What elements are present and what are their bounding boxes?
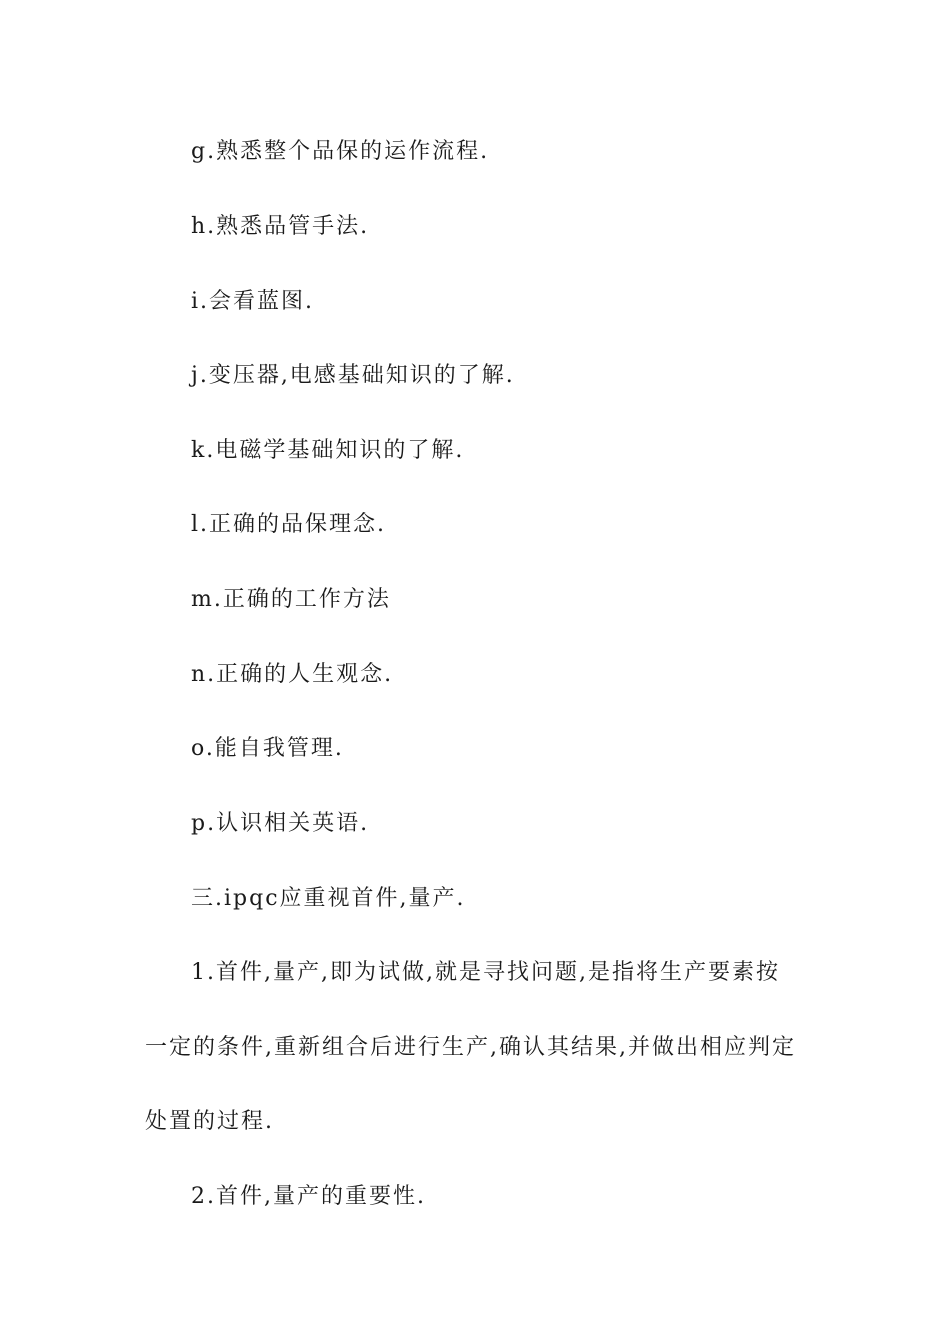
list-item-l: l.正确的品保理念. xyxy=(191,512,387,537)
list-item-g: g.熟悉整个品保的运作流程. xyxy=(191,139,490,164)
list-item-n: n.正确的人生观念. xyxy=(191,662,394,687)
list-item-i: i.会看蓝图. xyxy=(191,289,315,314)
list-item-h: h.熟悉品管手法. xyxy=(191,214,370,239)
list-item-o: o.能自我管理. xyxy=(191,736,344,761)
section-heading-3: 三.ipqc应重视首件,量产. xyxy=(191,886,466,911)
paragraph-2: 2.首件,量产的重要性. xyxy=(191,1184,426,1209)
paragraph-1-line-1: 1.首件,量产,即为试做,就是寻找问题,是指将生产要素按 xyxy=(191,960,780,985)
paragraph-1-line-3: 处置的过程. xyxy=(145,1109,274,1134)
paragraph-1-line-2: 一定的条件,重新组合后进行生产,确认其结果,并做出相应判定 xyxy=(145,1035,796,1060)
list-item-j: j.变压器,电感基础知识的了解. xyxy=(191,363,515,388)
list-item-p: p.认识相关英语. xyxy=(191,811,370,836)
list-item-m: m.正确的工作方法 xyxy=(191,587,391,612)
list-item-k: k.电磁学基础知识的了解. xyxy=(191,438,465,463)
